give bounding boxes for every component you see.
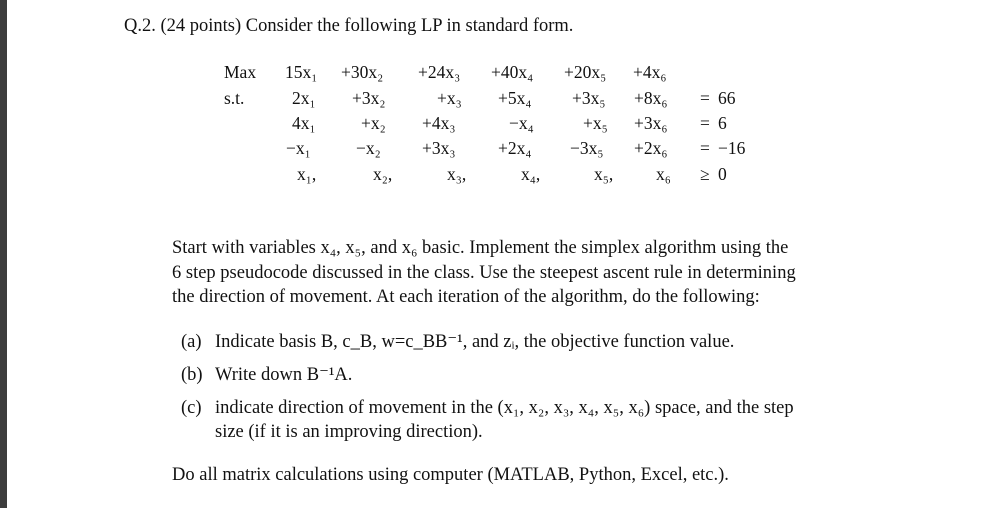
lp-term: +5x₄ (498, 88, 532, 108)
lp-row-label: Max (224, 62, 257, 82)
lp-relation: ≥ (700, 164, 710, 184)
lp-term: x₅, (594, 164, 614, 184)
question-heading: Q.2. (24 points) Consider the following LP in standard form. (124, 16, 574, 36)
task-label-a: (a) (181, 332, 202, 352)
lp-term: x₂, (373, 164, 393, 184)
lp-term: x₁, (297, 164, 317, 184)
lp-term: +3x₅ (572, 88, 606, 108)
lp-term: 2x₁ (292, 88, 316, 108)
lp-term: +2x₆ (634, 138, 668, 158)
task-text-c: indicate direction of movement in the (x₁, x₂, x₃, x₄, x₅, x₆) space, and the step (215, 398, 794, 418)
lp-term: −3x₅ (570, 138, 604, 158)
lp-term: x₄, (521, 164, 541, 184)
task-text-b: Write down B⁻¹A. (215, 365, 353, 385)
lp-term: 15x₁ (285, 62, 318, 82)
lp-rhs: 6 (718, 113, 727, 133)
lp-relation: = (700, 138, 710, 158)
lp-term: +x₃ (437, 88, 462, 108)
lp-term: +40x₄ (491, 62, 534, 82)
lp-rhs: 0 (718, 164, 727, 184)
lp-term: −x₄ (509, 113, 534, 133)
lp-term: +2x₄ (498, 138, 532, 158)
instructions-line: the direction of movement. At each iteration of the algorithm, do the following: (172, 287, 760, 307)
instructions-line: 6 step pseudocode discussed in the class. Use the steepest ascent rule in determining (172, 262, 796, 283)
lp-term: +x₅ (583, 113, 608, 133)
instructions-paragraph (172, 236, 892, 310)
lp-term: x₃, (447, 164, 467, 184)
lp-term: +4x₃ (422, 113, 456, 133)
instructions-line: Start with variables x₄, x₅, and x₆ basic. Implement the simplex algorithm using the (172, 238, 789, 258)
lp-term: +3x₂ (352, 88, 386, 108)
lp-term: +3x₃ (422, 138, 456, 158)
lp-relation: = (700, 113, 710, 133)
task-text-a: Indicate basis B, c_B, w=c_BB⁻¹, and zᵢ, the objective function value. (215, 332, 735, 352)
lp-term: 4x₁ (292, 113, 316, 133)
task-label-b: (b) (181, 365, 203, 385)
task-text-c-continued: size (if it is an improving direction). (215, 422, 483, 442)
lp-term: +3x₆ (634, 113, 668, 133)
lp-term: −x₁ (286, 138, 311, 158)
left-border (0, 0, 7, 508)
task-label-c: (c) (181, 398, 202, 418)
lp-rhs: −16 (718, 138, 746, 158)
lp-term: +20x₅ (564, 62, 607, 82)
lp-row-label: s.t. (224, 88, 245, 108)
lp-term: +8x₆ (634, 88, 668, 108)
lp-term: x₆ (656, 164, 671, 184)
lp-relation: = (700, 88, 710, 108)
lp-term: +x₂ (361, 113, 386, 133)
lp-rhs: 66 (718, 88, 736, 108)
lp-term: +4x₆ (633, 62, 667, 82)
lp-term: +30x₂ (341, 62, 384, 82)
lp-term: +24x₃ (418, 62, 461, 82)
lp-term: −x₂ (356, 138, 381, 158)
footer-note: Do all matrix calculations using computer (MATLAB, Python, Excel, etc.). (172, 465, 729, 485)
